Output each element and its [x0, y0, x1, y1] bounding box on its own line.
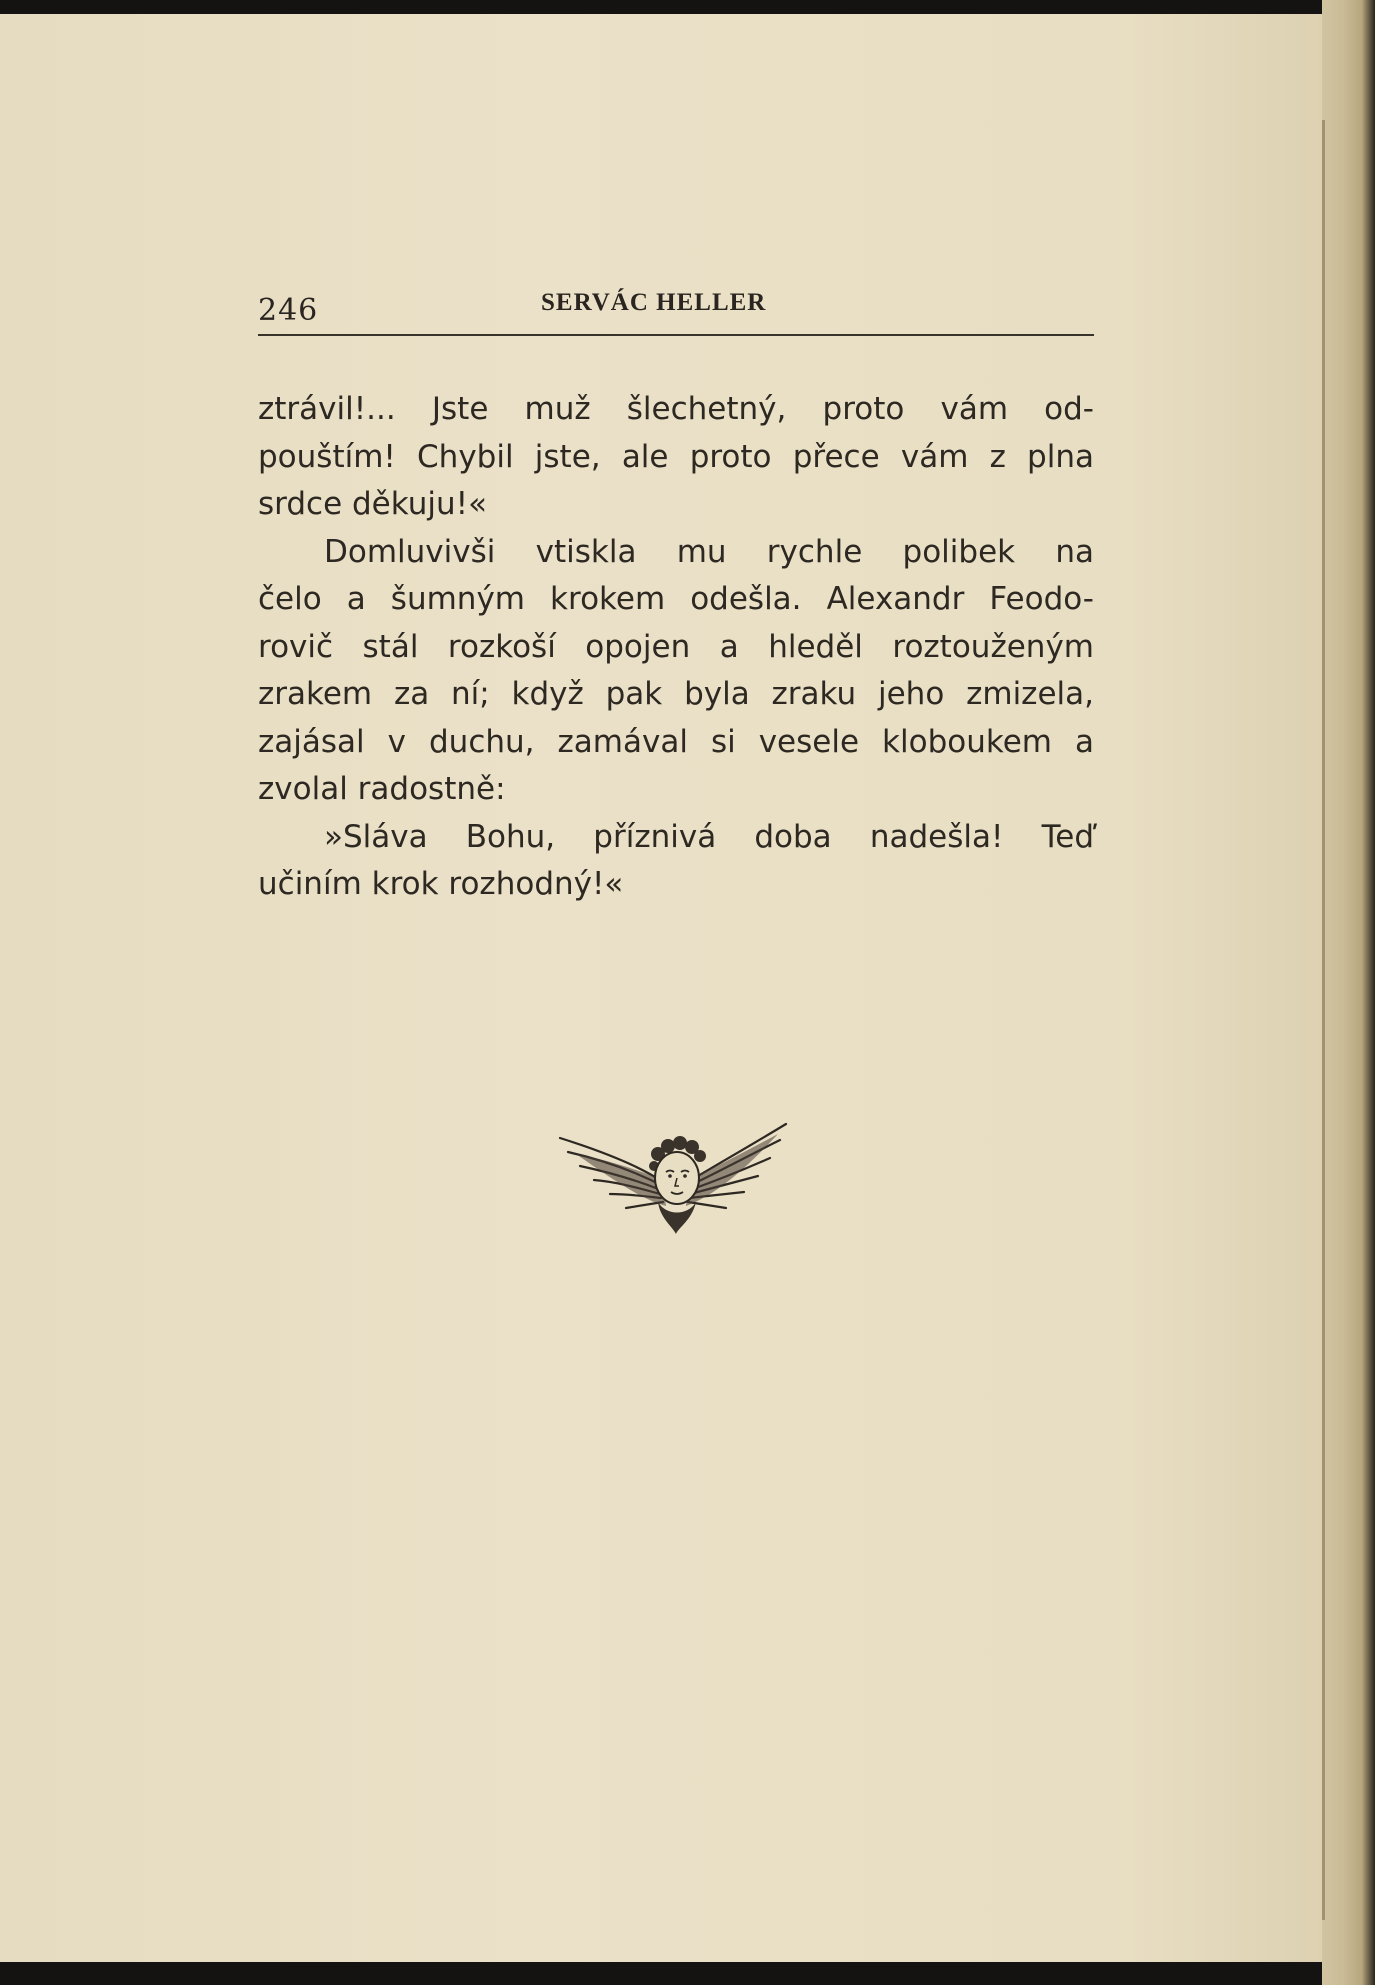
text-line: učiním krok rozhodný!« — [258, 866, 624, 902]
text-line: rovič stál rozkoší opojen a hleděl roztouženým — [258, 628, 1094, 665]
text-line: zrakem za ní; když pak byla zraku jeho zmizela, — [258, 676, 1094, 712]
page-number: 246 — [258, 293, 319, 328]
page-edge — [1322, 0, 1375, 1985]
text-line: zvolal radostně: — [258, 771, 506, 807]
text-line: čelo a šumným krokem odešla. Alexandr Feodo- — [258, 581, 1094, 617]
body-text — [258, 386, 1094, 909]
text-line: Domluvivši vtiskla mu rychle polibek na — [324, 533, 1094, 570]
text-line: »Sláva Bohu, příznivá doba nadešla! Teď — [324, 818, 1094, 855]
page-header — [258, 285, 1094, 335]
text-line: ztrávil!... Jste muž šlechetný, proto vám od- — [258, 391, 1094, 427]
header-rule — [258, 334, 1094, 336]
text-line: pouštím! Chybil jste, ale proto přece vám z plna — [258, 438, 1094, 475]
binding-shadow — [1322, 120, 1325, 1920]
text-line: zajásal v duchu, zamával si vesele kloboukem a — [258, 723, 1094, 760]
winged-cherub-icon — [558, 1120, 788, 1240]
text-line: srdce děkuju!« — [258, 486, 488, 522]
running-head: SERVÁC HELLER — [541, 289, 767, 316]
